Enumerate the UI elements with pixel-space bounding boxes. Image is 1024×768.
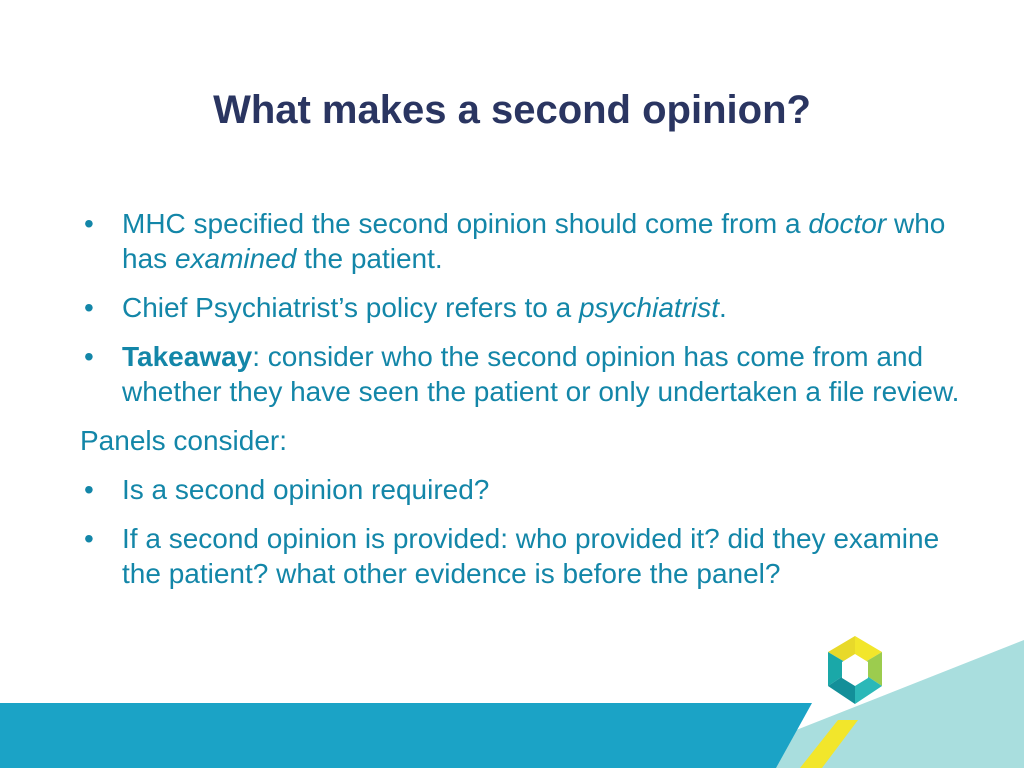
bullet-text: Takeaway — [122, 341, 253, 372]
bullet-marker: • — [84, 341, 94, 372]
bullet-marker: • — [84, 292, 94, 323]
bullet-text: who has — [122, 208, 946, 274]
footer-blue-band — [0, 703, 812, 768]
bullet-text: Is a second opinion required? — [122, 474, 490, 505]
slide-title: What makes a second opinion? — [213, 88, 811, 132]
bullet-text: examined — [174, 243, 297, 274]
bullet-text: . — [719, 292, 727, 323]
bullet-text: psychiatrist — [578, 292, 720, 323]
bullet-marker: • — [84, 523, 94, 554]
bullet-text: : consider who the second opinion has come from and whether they have seen the patient or only undertaken a file review. — [122, 341, 960, 407]
bullet-text: If a second opinion is provided: who provided it? did they examine the patient? what other evidence is before the panel? — [122, 523, 940, 589]
hexagon-logo-icon — [824, 636, 886, 704]
bullet-text: the patient. — [296, 243, 443, 274]
bullet-text: MHC specified the second opinion should come from a — [122, 208, 809, 239]
panels-heading: Panels consider: — [80, 425, 288, 456]
bullet-text: doctor — [808, 208, 887, 239]
bullet-marker: • — [84, 474, 94, 505]
bullet-text: Chief Psychiatrist’s policy refers to a — [122, 292, 579, 323]
bullet-marker: • — [84, 208, 94, 239]
